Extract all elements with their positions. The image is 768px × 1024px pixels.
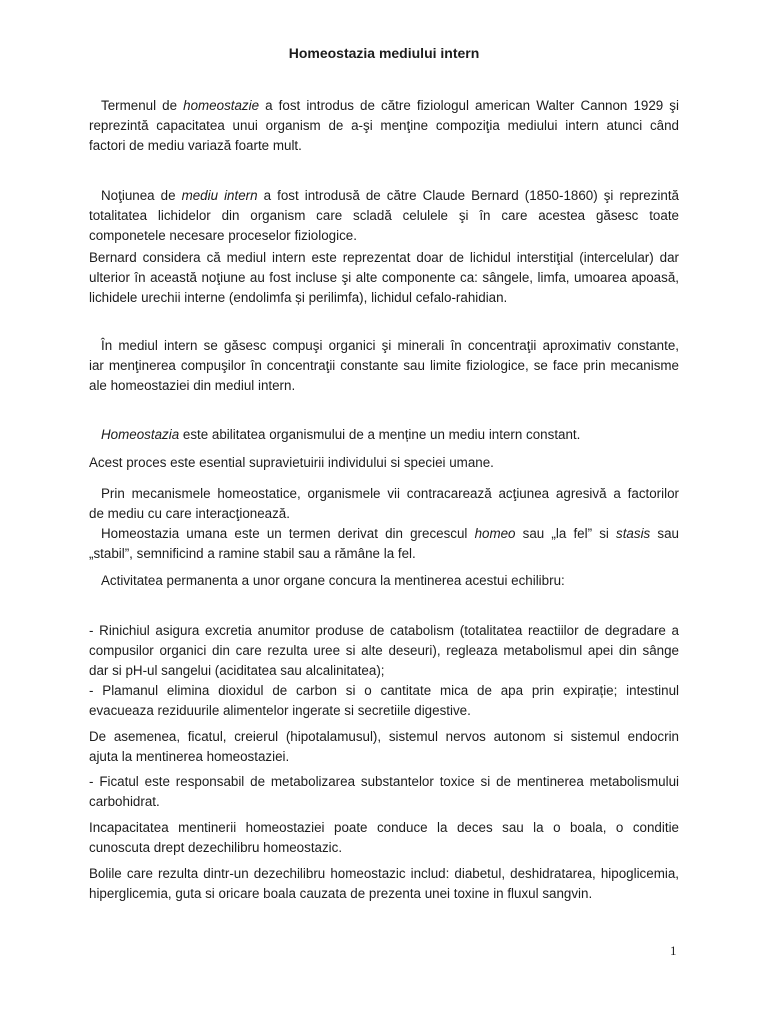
emphasis-term: mediu intern xyxy=(181,188,258,203)
document-title: Homeostazia mediului intern xyxy=(288,45,480,61)
paragraph-line: dar si pH-ul sangelui (aciditatea sau alcalinitatea); xyxy=(89,663,385,678)
paragraph-line: factori de mediu variază foarte mult. xyxy=(89,138,302,153)
paragraph-bernard xyxy=(89,248,679,308)
paragraph-line: Incapacitatea mentinerii homeostaziei poate conduce la deces sau la o boala, o conditie xyxy=(89,820,679,835)
paragraph-mecanisme xyxy=(89,484,679,524)
paragraph-line: - Plamanul elimina dioxidul de carbon si o cantitate mica de apa prin expirație; intestinul xyxy=(89,683,679,698)
paragraph-line: Homeostazia este abilitatea organismului de a menține un mediu intern constant. xyxy=(101,427,581,442)
emphasis-term: homeo xyxy=(474,526,516,541)
paragraph-line: De asemenea, ficatul, creierul (hipotalamusul), sistemul nervos autonom si sistemul endocrin xyxy=(89,729,679,744)
paragraph-line: Bolile care rezulta dintr-un dezechilibru homeostazic includ: diabetul, deshidratarea, hipoglicemia, xyxy=(89,866,679,881)
paragraph-ficatul xyxy=(89,772,679,812)
paragraph-activitatea xyxy=(89,571,679,591)
page-number: 1 xyxy=(670,943,677,958)
paragraph-line: ajuta la mentinerea homeostaziei. xyxy=(89,749,290,764)
emphasis-term: stasis xyxy=(616,526,651,541)
paragraph-line: Activitatea permanenta a unor organe concura la mentinerea acestui echilibru: xyxy=(101,573,565,588)
paragraph-bolile xyxy=(89,864,679,904)
paragraph-line: compusilor organici din care rezulta uree si alte deseuri), regleaza metabolismul apei din sânge xyxy=(89,643,679,658)
paragraph-line: lichidele urechii interne (endolimfa și perilimfa), lichidul cefalo-rahidian. xyxy=(89,290,508,305)
paragraph-homeostazie-definition xyxy=(89,96,679,156)
paragraph-line: Homeostazia umana este un termen derivat din grecescul homeo sau „la fel” si stasis sau xyxy=(101,526,679,541)
paragraph-line: iar menţinerea compuşilor în concentraţii constante sau limite fiziologice, se face prin mecanisme xyxy=(89,358,679,373)
paragraph-homeostazia-abilitate xyxy=(89,425,679,445)
paragraph-rinichiul xyxy=(89,621,679,681)
paragraph-etimologie xyxy=(89,524,679,564)
emphasis-term: Homeostazia xyxy=(101,427,180,442)
paragraph-de-asemenea xyxy=(89,727,679,767)
paragraph-line: „stabil”, semnificind a ramine stabil sau a rămâne la fel. xyxy=(89,546,416,561)
paragraph-line: evacueaza reziduurile alimentelor ingerate si secretiile digestive. xyxy=(89,703,471,718)
paragraph-line: Termenul de homeostazie a fost introdus de către fiziologul american Walter Cannon 1929 şi xyxy=(101,98,679,113)
paragraph-line: ulterior în această noţiune au fost incluse şi alte componente ca: sângele, limfa, umoarea apoasă, xyxy=(89,270,679,285)
paragraph-proces-esential xyxy=(89,453,679,473)
paragraph-compusi xyxy=(89,336,679,396)
paragraph-plamanul xyxy=(89,681,679,721)
paragraph-line: carbohidrat. xyxy=(89,794,160,809)
paragraph-line: de mediu cu care interacţionează. xyxy=(89,506,290,521)
paragraph-line: Prin mecanismele homeostatice, organismele vii contracarează acţiunea agresivă a factorilor xyxy=(101,486,679,501)
paragraph-line: Noţiunea de mediu intern a fost introdusă de către Claude Bernard (1850-1860) şi reprezintă xyxy=(101,188,679,203)
paragraph-line: - Rinichiul asigura excretia anumitor produse de catabolism (totalitatea reactiilor de degradare a xyxy=(89,623,679,638)
paragraph-line: Acest proces este esential supravietuirii individului si speciei umane. xyxy=(89,455,494,470)
paragraph-line: hiperglicemia, guta si oricare boala cauzata de prezenta unei toxine in fluxul sangvin. xyxy=(89,886,593,901)
paragraph-line: cunoscuta drept dezechilibru homeostazic. xyxy=(89,840,343,855)
paragraph-mediu-intern-definition xyxy=(89,186,679,246)
paragraph-line: reprezintă capacitatea unui organism de a-şi menţine compoziţia mediului intern atunci când xyxy=(89,118,679,133)
paragraph-line: totalitatea lichidelor din organism care scladă celulele şi în care acestea găsesc toate xyxy=(89,208,679,223)
paragraph-line: În mediul intern se găsesc compuşi organici şi minerali în concentraţii aproximativ constante, xyxy=(101,338,679,353)
paragraph-line: ale homeostaziei din mediul intern. xyxy=(89,378,296,393)
emphasis-term: homeostazie xyxy=(183,98,260,113)
paragraph-line: Bernard considera că mediul intern este reprezentat doar de lichidul interstiţial (intercelular) dar xyxy=(89,250,679,265)
paragraph-line: - Ficatul este responsabil de metabolizarea substantelor toxice si de mentinerea metabolismului xyxy=(89,774,679,789)
paragraph-line: componetele necesare proceselor fiziologice. xyxy=(89,228,357,243)
paragraph-incapacitatea xyxy=(89,818,679,858)
